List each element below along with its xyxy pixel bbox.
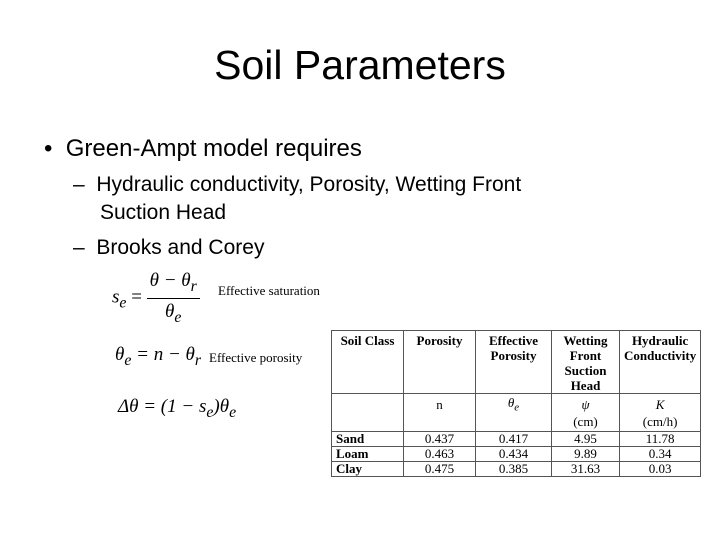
sub-bullet-text: Brooks and Corey: [96, 236, 265, 259]
sub-bullet-text: Suction Head: [100, 201, 227, 224]
table-row: Sand 0.437 0.417 4.95 11.78: [332, 431, 701, 446]
sub-bullet-marker: –: [73, 236, 85, 259]
bullet-item: [44, 135, 362, 163]
effective-saturation-equation: [112, 270, 200, 327]
soil-parameters-table: [331, 330, 701, 477]
header-porosity: Porosity: [404, 331, 476, 394]
table-symbol-row: [332, 394, 701, 415]
moisture-deficit-equation: $\Delta\theta = (1 - s_e)\theta_e$: [118, 396, 237, 421]
unit-cm: (cm): [552, 415, 620, 432]
sub-bullet-1: [73, 172, 521, 198]
sub-bullet-text: Hydraulic conductivity, Porosity, Wetting Front: [96, 173, 522, 196]
table-row: Clay 0.475 0.385 31.63 0.03: [332, 461, 701, 476]
sub-bullet-2: [73, 235, 264, 261]
eq-equals: =: [131, 286, 142, 308]
symbol-psi: ψ: [552, 394, 620, 415]
eq-symbol: s: [112, 286, 120, 308]
header-effective-porosity: Effective Porosity: [476, 331, 552, 394]
symbol-k: K: [620, 394, 701, 415]
eq-denominator: $\theta_e$: [165, 300, 182, 326]
header-suction-head: Wetting Front Suction Head: [552, 331, 620, 394]
unit-cm-per-h: (cm/h): [620, 415, 701, 432]
eq-subscript: e: [119, 294, 127, 312]
slide-title: Soil Parameters: [214, 42, 506, 88]
effective-porosity-equation: $\theta_e = n - \theta_r$: [115, 344, 202, 369]
sub-bullet-1-continuation: [100, 200, 226, 226]
table-header-row: [332, 331, 701, 394]
symbol-theta-e: $\theta_e$: [476, 394, 552, 415]
sub-bullet-marker: –: [73, 173, 85, 196]
eq-numerator: $\theta - \theta_r$: [147, 270, 200, 299]
symbol-n: n: [404, 394, 476, 415]
header-hydraulic-conductivity: Hydraulic Conductivity: [620, 331, 701, 394]
effective-saturation-caption: Effective saturation: [218, 283, 320, 298]
effective-porosity-caption: Effective porosity: [209, 350, 303, 365]
bullet-text: Green-Ampt model requires: [65, 135, 362, 162]
header-soil-class: Soil Class: [332, 331, 404, 394]
table-units-row: [332, 415, 701, 432]
table-row: Loam 0.463 0.434 9.89 0.34: [332, 446, 701, 461]
eq-fraction: [147, 270, 200, 327]
bullet-marker: •: [44, 135, 53, 162]
